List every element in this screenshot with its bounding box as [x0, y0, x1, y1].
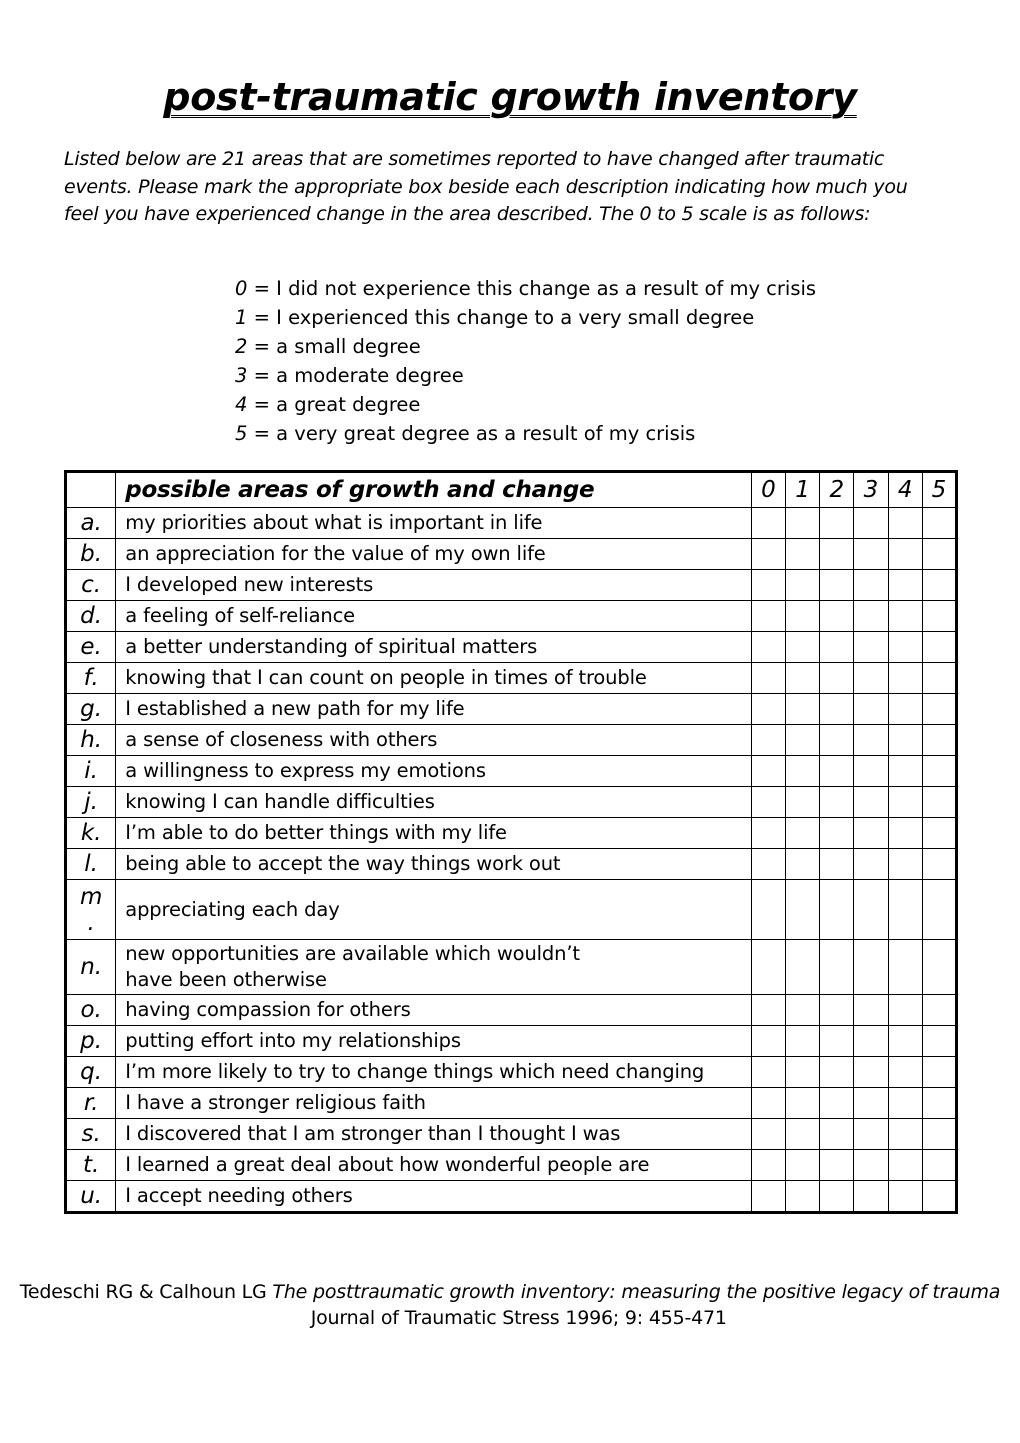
page-title — [0, 74, 1020, 120]
scale-line — [235, 332, 816, 361]
score-box-3[interactable] — [854, 570, 888, 601]
scale-number: 3 — [235, 364, 248, 387]
header-letter-cell — [66, 472, 116, 508]
row-letter-dot: . — [87, 909, 95, 936]
row-description: a better understanding of spiritual matters — [116, 632, 752, 663]
row-description: my priorities about what is important in life — [116, 508, 752, 539]
score-box-4[interactable] — [888, 1026, 922, 1057]
score-box-0[interactable] — [751, 1150, 785, 1181]
score-box-2[interactable] — [820, 1181, 854, 1213]
table-header-row — [66, 472, 957, 508]
score-box-2[interactable] — [820, 849, 854, 880]
score-box-2[interactable] — [820, 787, 854, 818]
scale-description: = I did not experience this change as a result of my crisis — [247, 277, 817, 300]
score-box-0[interactable] — [751, 756, 785, 787]
scale-description: = a moderate degree — [247, 364, 464, 387]
score-box-2[interactable] — [820, 756, 854, 787]
score-box-5[interactable] — [922, 756, 956, 787]
row-description: having compassion for others — [116, 995, 752, 1026]
row-letter: i. — [66, 756, 116, 787]
score-box-2[interactable] — [820, 663, 854, 694]
score-box-3[interactable] — [854, 1181, 888, 1213]
score-box-1[interactable] — [786, 1181, 820, 1213]
score-box-4[interactable] — [888, 663, 922, 694]
scale-line — [235, 419, 816, 448]
row-description: new opportunities are available which wouldn’t have been otherwise — [116, 940, 752, 995]
score-box-4[interactable] — [888, 725, 922, 756]
score-box-4[interactable] — [888, 1150, 922, 1181]
table-row — [66, 995, 957, 1026]
score-box-0[interactable] — [751, 995, 785, 1026]
score-box-0[interactable] — [751, 694, 785, 725]
table-row — [66, 601, 957, 632]
score-box-3[interactable] — [854, 632, 888, 663]
score-box-0[interactable] — [751, 1181, 785, 1213]
score-box-3[interactable] — [854, 725, 888, 756]
score-box-1[interactable] — [786, 1150, 820, 1181]
table-row — [66, 570, 957, 601]
table-row — [66, 1150, 957, 1181]
scale-line — [235, 274, 816, 303]
score-box-5[interactable] — [922, 508, 956, 539]
score-box-4[interactable] — [888, 601, 922, 632]
score-box-5[interactable] — [922, 725, 956, 756]
score-box-0[interactable] — [751, 1057, 785, 1088]
score-box-4[interactable] — [888, 632, 922, 663]
score-box-2[interactable] — [820, 880, 854, 940]
score-box-5[interactable] — [922, 694, 956, 725]
score-box-1[interactable] — [786, 508, 820, 539]
score-box-1[interactable] — [786, 995, 820, 1026]
score-box-4[interactable] — [888, 1088, 922, 1119]
table-row — [66, 694, 957, 725]
score-box-0[interactable] — [751, 725, 785, 756]
score-box-4[interactable] — [888, 940, 922, 995]
score-box-3[interactable] — [854, 818, 888, 849]
row-description: I learned a great deal about how wonderful people are — [116, 1150, 752, 1181]
score-box-1[interactable] — [786, 570, 820, 601]
score-box-2[interactable] — [820, 508, 854, 539]
score-box-4[interactable] — [888, 787, 922, 818]
score-box-1[interactable] — [786, 849, 820, 880]
table-body — [66, 508, 957, 1213]
score-box-1[interactable] — [786, 632, 820, 663]
row-letter: k. — [66, 818, 116, 849]
score-box-4[interactable] — [888, 570, 922, 601]
row-description: putting effort into my relationships — [116, 1026, 752, 1057]
table-row — [66, 756, 957, 787]
row-letter: h. — [66, 725, 116, 756]
score-box-3[interactable] — [854, 849, 888, 880]
score-box-2[interactable] — [820, 632, 854, 663]
score-box-0[interactable] — [751, 539, 785, 570]
score-box-3[interactable] — [854, 995, 888, 1026]
score-box-0[interactable] — [751, 508, 785, 539]
row-description: I accept needing others — [116, 1181, 752, 1213]
citation-article: The posttraumatic growth inventory: measuring the positive legacy of trauma — [272, 1281, 1001, 1303]
row-letter: g. — [66, 694, 116, 725]
score-box-5[interactable] — [922, 818, 956, 849]
page-title-text: post-traumatic growth inventory — [163, 75, 857, 119]
score-box-5[interactable] — [922, 940, 956, 995]
score-box-0[interactable] — [751, 1026, 785, 1057]
row-description: a sense of closeness with others — [116, 725, 752, 756]
citation-journal: Journal of Traumatic Stress 1996; 9: 455-471 — [310, 1307, 727, 1329]
score-header-3: 3 — [854, 472, 888, 508]
intro-paragraph: Listed below are 21 areas that are sometimes reported to have changed after traumatic events. Please mark the appropriate box beside each description indicating how much you feel you have experienced change in the area described. The 0 to 5 scale is as follows: — [64, 148, 908, 225]
table-row — [66, 818, 957, 849]
score-header-4: 4 — [888, 472, 922, 508]
score-box-0[interactable] — [751, 663, 785, 694]
row-letter: o. — [66, 995, 116, 1026]
score-box-0[interactable] — [751, 632, 785, 663]
score-header-5: 5 — [922, 472, 956, 508]
score-box-2[interactable] — [820, 940, 854, 995]
score-box-3[interactable] — [854, 539, 888, 570]
row-letter: l. — [66, 849, 116, 880]
score-box-2[interactable] — [820, 818, 854, 849]
row-letter: d. — [66, 601, 116, 632]
scale-description: = a great degree — [247, 393, 421, 416]
scale-legend — [235, 274, 816, 448]
score-box-5[interactable] — [922, 1026, 956, 1057]
score-box-3[interactable] — [854, 1088, 888, 1119]
row-description: I’m able to do better things with my life — [116, 818, 752, 849]
score-header-0: 0 — [751, 472, 785, 508]
score-box-3[interactable] — [854, 1150, 888, 1181]
row-description: I developed new interests — [116, 570, 752, 601]
score-box-5[interactable] — [922, 849, 956, 880]
score-box-2[interactable] — [820, 1057, 854, 1088]
score-box-0[interactable] — [751, 940, 785, 995]
score-box-4[interactable] — [888, 1057, 922, 1088]
score-box-3[interactable] — [854, 1119, 888, 1150]
score-box-0[interactable] — [751, 787, 785, 818]
row-description: I discovered that I am stronger than I thought I was — [116, 1119, 752, 1150]
header-areas: possible areas of growth and change — [116, 472, 752, 508]
row-description: being able to accept the way things work out — [116, 849, 752, 880]
score-box-1[interactable] — [786, 756, 820, 787]
score-box-4[interactable] — [888, 1181, 922, 1213]
score-box-4[interactable] — [888, 849, 922, 880]
score-box-2[interactable] — [820, 1150, 854, 1181]
score-box-2[interactable] — [820, 694, 854, 725]
score-box-1[interactable] — [786, 880, 820, 940]
score-box-4[interactable] — [888, 694, 922, 725]
score-box-1[interactable] — [786, 940, 820, 995]
score-box-1[interactable] — [786, 787, 820, 818]
score-box-5[interactable] — [922, 1088, 956, 1119]
row-description: knowing I can handle difficulties — [116, 787, 752, 818]
score-box-4[interactable] — [888, 880, 922, 940]
citation-authors: Tedeschi RG & Calhoun LG — [19, 1281, 273, 1303]
score-box-2[interactable] — [820, 1026, 854, 1057]
score-box-4[interactable] — [888, 508, 922, 539]
scale-number: 0 — [235, 277, 248, 300]
row-letter: q. — [66, 1057, 116, 1088]
table-row — [66, 632, 957, 663]
inventory-table — [64, 470, 958, 1214]
score-box-1[interactable] — [786, 694, 820, 725]
table-row — [66, 1026, 957, 1057]
scale-number: 1 — [235, 306, 248, 329]
row-description: knowing that I can count on people in times of trouble — [116, 663, 752, 694]
citation — [0, 1279, 1020, 1331]
score-box-3[interactable] — [854, 1026, 888, 1057]
row-letter-char: m — [79, 883, 103, 910]
row-description: I’m more likely to try to change things which need changing — [116, 1057, 752, 1088]
row-letter: u. — [66, 1181, 116, 1213]
row-letter: r. — [66, 1088, 116, 1119]
row-letter: f. — [66, 663, 116, 694]
row-letter: s. — [66, 1119, 116, 1150]
score-box-4[interactable] — [888, 995, 922, 1026]
score-box-5[interactable] — [922, 539, 956, 570]
table-row — [66, 940, 957, 995]
score-box-3[interactable] — [854, 880, 888, 940]
score-box-3[interactable] — [854, 787, 888, 818]
score-box-2[interactable] — [820, 601, 854, 632]
score-box-1[interactable] — [786, 818, 820, 849]
score-box-1[interactable] — [786, 663, 820, 694]
score-box-4[interactable] — [888, 818, 922, 849]
score-box-3[interactable] — [854, 601, 888, 632]
row-letter: a. — [66, 508, 116, 539]
scale-description: = I experienced this change to a very small degree — [247, 306, 755, 329]
score-box-1[interactable] — [786, 725, 820, 756]
score-box-2[interactable] — [820, 995, 854, 1026]
score-box-5[interactable] — [922, 995, 956, 1026]
score-box-2[interactable] — [820, 725, 854, 756]
row-letter: t. — [66, 1150, 116, 1181]
table-row — [66, 880, 957, 940]
score-box-3[interactable] — [854, 1057, 888, 1088]
row-description: appreciating each day — [116, 880, 752, 940]
score-box-1[interactable] — [786, 1088, 820, 1119]
score-box-0[interactable] — [751, 601, 785, 632]
table-row — [66, 1057, 957, 1088]
score-box-4[interactable] — [888, 539, 922, 570]
score-box-4[interactable] — [888, 1119, 922, 1150]
scale-description: = a small degree — [247, 335, 421, 358]
table-row — [66, 1088, 957, 1119]
row-description: an appreciation for the value of my own life — [116, 539, 752, 570]
scale-line — [235, 361, 816, 390]
score-box-0[interactable] — [751, 570, 785, 601]
score-box-5[interactable] — [922, 880, 956, 940]
row-description: a feeling of self-reliance — [116, 601, 752, 632]
score-box-3[interactable] — [854, 663, 888, 694]
table-row — [66, 849, 957, 880]
score-box-3[interactable] — [854, 940, 888, 995]
score-box-3[interactable] — [854, 694, 888, 725]
scale-line — [235, 390, 816, 419]
score-box-5[interactable] — [922, 632, 956, 663]
table-row — [66, 508, 957, 539]
table-row — [66, 663, 957, 694]
score-box-3[interactable] — [854, 508, 888, 539]
score-box-1[interactable] — [786, 601, 820, 632]
score-box-0[interactable] — [751, 818, 785, 849]
score-box-3[interactable] — [854, 756, 888, 787]
score-header-1: 1 — [786, 472, 820, 508]
score-box-5[interactable] — [922, 1057, 956, 1088]
row-letter — [66, 880, 116, 940]
score-box-0[interactable] — [751, 880, 785, 940]
row-letter: j. — [66, 787, 116, 818]
scale-number: 4 — [235, 393, 248, 416]
score-box-2[interactable] — [820, 1088, 854, 1119]
row-letter: p. — [66, 1026, 116, 1057]
row-letter: b. — [66, 539, 116, 570]
score-box-1[interactable] — [786, 539, 820, 570]
scale-number: 2 — [235, 335, 248, 358]
table-row — [66, 539, 957, 570]
table-row — [66, 787, 957, 818]
row-letter: n. — [66, 940, 116, 995]
row-letter: c. — [66, 570, 116, 601]
score-box-2[interactable] — [820, 1119, 854, 1150]
score-box-2[interactable] — [820, 570, 854, 601]
row-letter: e. — [66, 632, 116, 663]
table-row — [66, 1119, 957, 1150]
table-row — [66, 1181, 957, 1213]
table-row — [66, 725, 957, 756]
score-box-5[interactable] — [922, 787, 956, 818]
score-box-5[interactable] — [922, 1150, 956, 1181]
score-box-5[interactable] — [922, 1119, 956, 1150]
score-box-5[interactable] — [922, 570, 956, 601]
score-box-1[interactable] — [786, 1057, 820, 1088]
scale-line — [235, 303, 816, 332]
score-box-1[interactable] — [786, 1119, 820, 1150]
score-box-4[interactable] — [888, 756, 922, 787]
row-description: I have a stronger religious faith — [116, 1088, 752, 1119]
scale-number: 5 — [235, 422, 248, 445]
score-box-0[interactable] — [751, 1119, 785, 1150]
score-box-5[interactable] — [922, 1181, 956, 1213]
score-box-2[interactable] — [820, 539, 854, 570]
row-description: a willingness to express my emotions — [116, 756, 752, 787]
score-box-5[interactable] — [922, 663, 956, 694]
score-box-0[interactable] — [751, 1088, 785, 1119]
score-header-2: 2 — [820, 472, 854, 508]
score-box-5[interactable] — [922, 601, 956, 632]
row-description: I established a new path for my life — [116, 694, 752, 725]
score-box-0[interactable] — [751, 849, 785, 880]
score-box-1[interactable] — [786, 1026, 820, 1057]
scale-description: = a very great degree as a result of my crisis — [247, 422, 696, 445]
